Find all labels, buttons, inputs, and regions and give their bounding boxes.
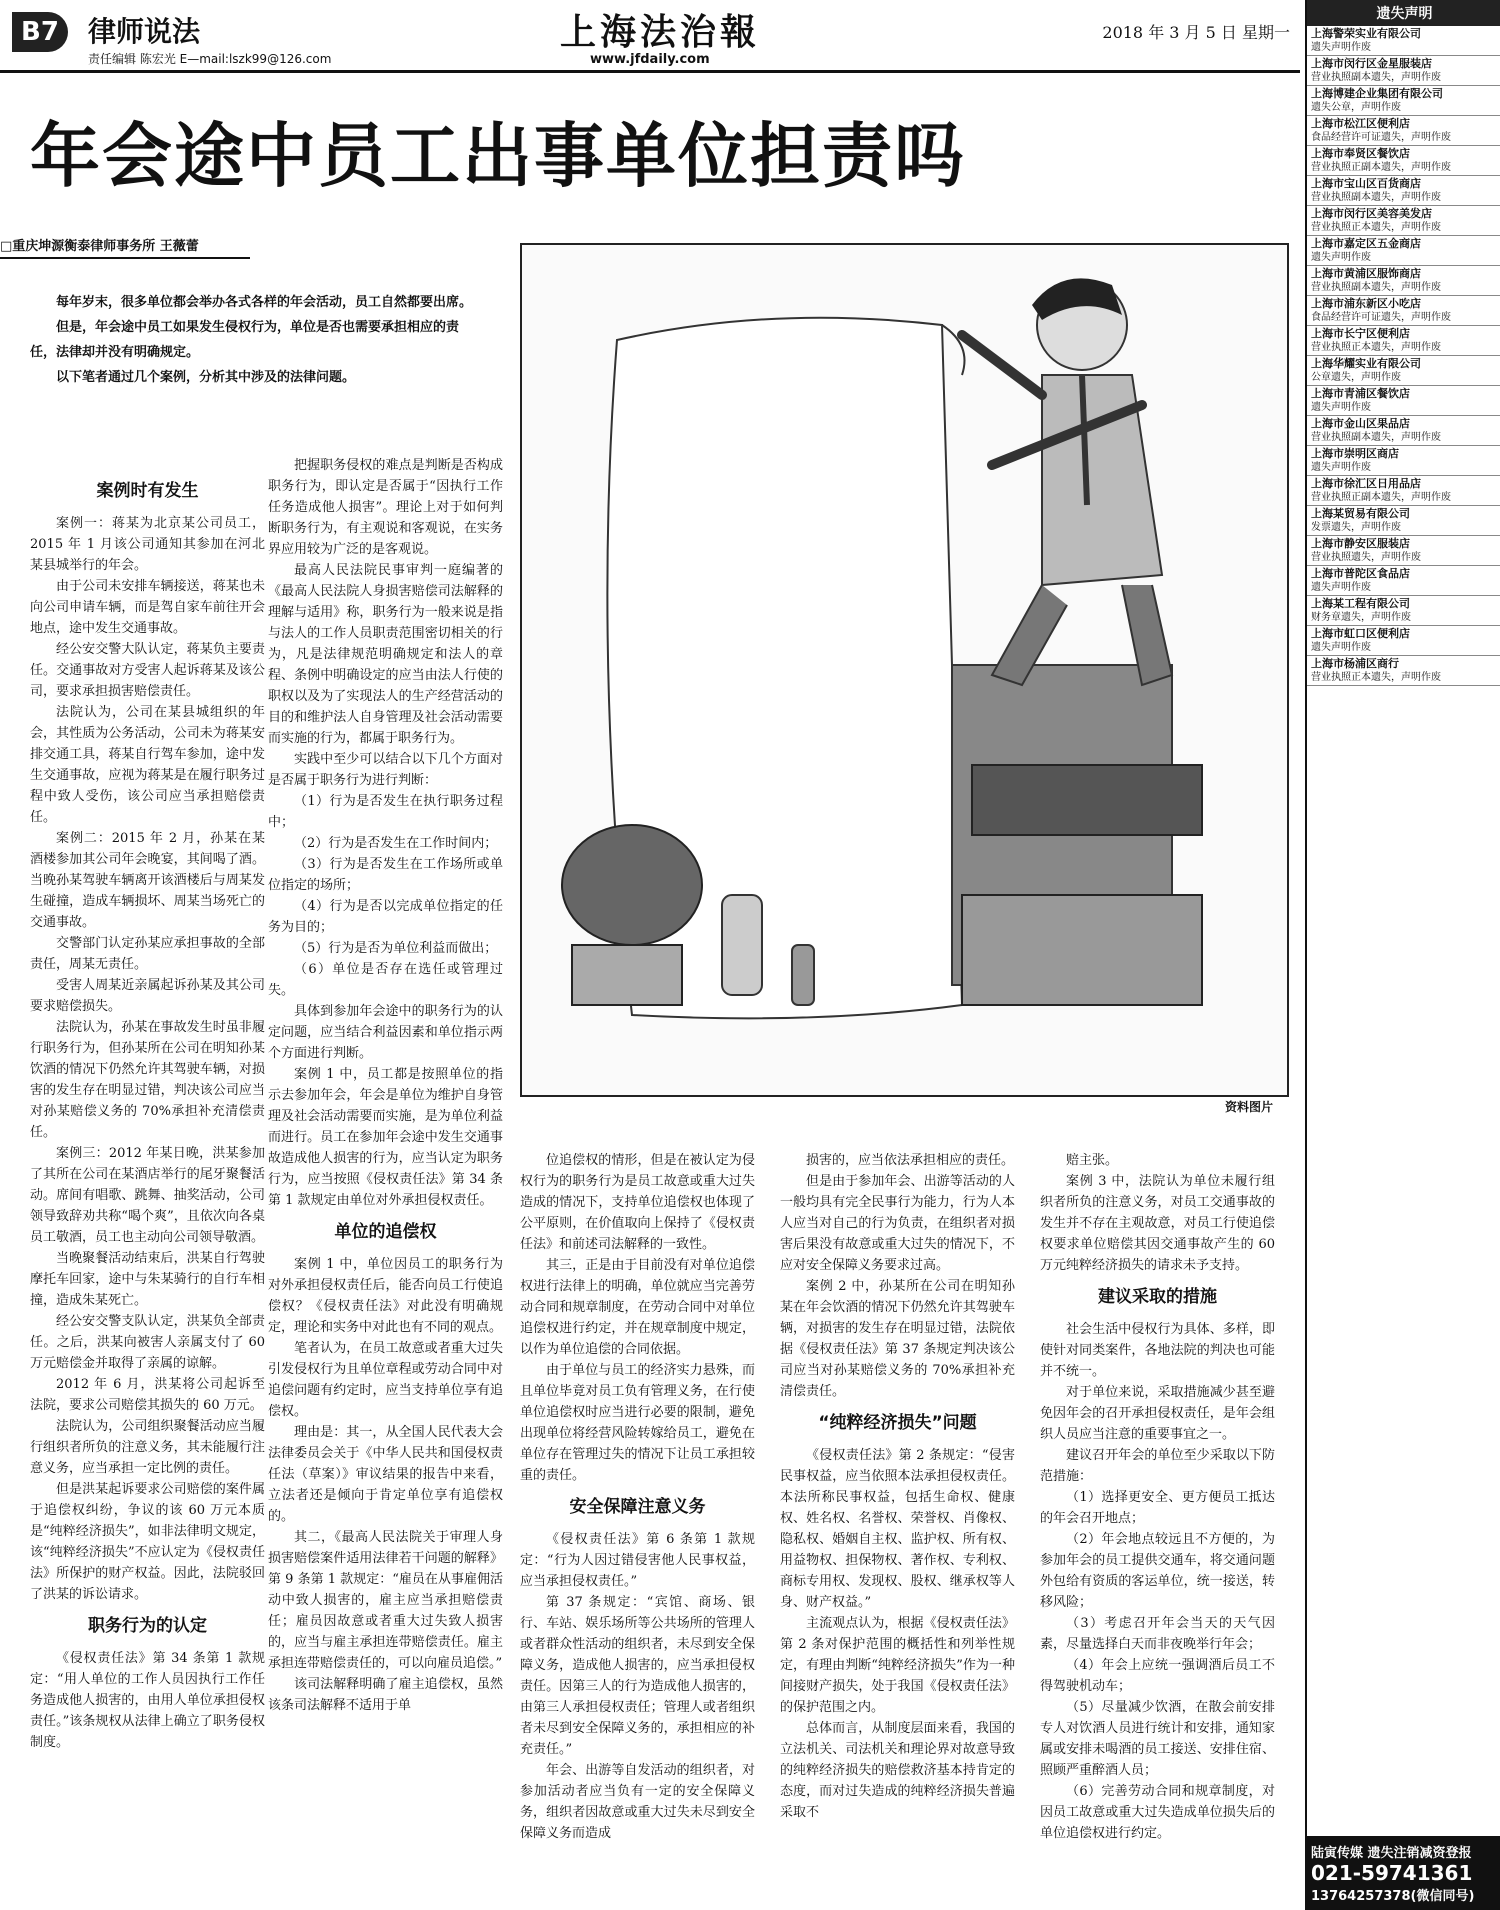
page-number: B7 [12, 12, 68, 52]
ads-list [1307, 26, 1500, 686]
ad-text: 遗失公章，声明作废 [1311, 102, 1401, 113]
ad-item [1307, 116, 1500, 146]
ad-company: 上海市宝山区百货商店 [1311, 177, 1421, 190]
ad-company: 上海市长宁区便利店 [1311, 327, 1410, 340]
ad-item [1307, 386, 1500, 416]
ad-item [1307, 56, 1500, 86]
paragraph: 案例三：2012 年某日晚，洪某参加了其所在公司在某酒店举行的尾牙聚餐活动。席间有唱歌、跳舞、抽奖活动，公司领导致辞劝共称“喝个爽”，且依次向各桌员工敬酒，员工也主动向公司领导敬酒。 [30, 1146, 265, 1245]
paragraph: （2）行为是否发生在工作时间内； [294, 836, 498, 851]
ad-company: 上海市杨浦区商行 [1311, 657, 1399, 670]
paragraph: 案例 3 中，法院认为单位未履行组织者所负的注意义务，对员工交通事故的发生并不存在主观故意，对员工行使追偿权要求单位赔偿其因交通事故产生的 60 万元纯粹经济损失的请求未予支持。 [1040, 1174, 1275, 1273]
ad-text: 遗失声明作废 [1311, 642, 1371, 653]
paragraph: （1）选择更安全、更方便员工抵达的年会召开地点； [1040, 1490, 1275, 1526]
ad-company: 上海市嘉定区五金商店 [1311, 237, 1421, 250]
article-column-2 [268, 455, 503, 1900]
paragraph: 其二，《最高人民法院关于审理人身损害赔偿案件适用法律若干问题的解释》第 9 条第 1 款规定：“雇员在从事雇佣活动中致人损害的，雇主应当承担赔偿责任；雇员因故意或者重大过失致人损害的，应当与雇主承担连带赔偿责任。雇主承担连带赔偿责任的，可以向雇员追偿。” [268, 1530, 503, 1671]
article-column-3 [520, 1150, 755, 1900]
paragraph: 受害人周某近亲属起诉孙某及其公司要求赔偿损失。 [30, 978, 265, 1014]
ad-text: 发票遗失，声明作废 [1311, 522, 1401, 533]
paragraph: 经公安交警大队认定，蒋某负主要责任。交通事故对方受害人起诉蒋某及该公司，要求承担损害赔偿责任。 [30, 642, 265, 699]
paragraph: 案例 2 中，孙某所在公司在明知孙某在年会饮酒的情况下仍然允许其驾驶车辆，对损害的发生存在明显过错，法院依据《侵权责任法》第 37 条规定判决该公司应当对孙某赔偿义务的 70%承担补充清偿责任。 [780, 1279, 1015, 1399]
ad-item [1307, 296, 1500, 326]
ad-text: 营业执照正本遗失，声明作废 [1311, 672, 1441, 683]
ad-text: 遗失声明作废 [1311, 42, 1371, 53]
paragraph: 《侵权责任法》第 34 条第 1 款规定：“用人单位的工作人员因执行工作任务造成他人损害的，由用人单位承担侵权责任。”该条规权从法律上确立了职务侵权制度。 [30, 1651, 265, 1750]
ad-item [1307, 506, 1500, 536]
section-heading: 单位的追偿权 [334, 1222, 437, 1242]
ads-title: 遗失声明 [1307, 0, 1500, 26]
paragraph: 把握职务侵权的难点是判断是否构成职务行为，即认定是否属于“因执行工作任务造成他人损害”。理论上对于如何判断职务行为，有主观说和客观说，在实务界应用较为广泛的是客观说。 [268, 458, 503, 557]
masthead-logo: 上海法治報 [560, 11, 761, 53]
ad-text: 营业执照副本遗失，声明作废 [1311, 282, 1441, 293]
section-heading: 职务行为的认定 [88, 1616, 207, 1636]
ad-company: 上海市松江区便利店 [1311, 117, 1410, 130]
lead-paragraph: 以下笔者通过几个案例，分析其中涉及的法律问题。 [56, 370, 356, 385]
ads-mobile: 13764257378(微信同号) [1311, 1889, 1475, 1904]
article-column-1 [30, 470, 265, 1900]
paragraph: 社会生活中侵权行为具体、多样，即使针对同类案件，各地法院的判决也可能并不统一。 [1040, 1322, 1275, 1379]
ad-text: 营业执照副本遗失，声明作废 [1311, 432, 1441, 443]
ad-company: 上海市浦东新区小吃店 [1311, 297, 1421, 310]
column-name: 律师说法 [88, 15, 201, 48]
ad-text: 遗失声明作废 [1311, 462, 1371, 473]
ads-phone: 021-59741361 [1311, 1861, 1473, 1885]
ad-company: 上海市黄浦区服饰商店 [1311, 267, 1421, 280]
paragraph: 经公安交警支队认定，洪某负全部责任。之后，洪某向被害人亲属支付了 60 万元赔偿金并取得了亲属的谅解。 [30, 1314, 265, 1371]
paragraph: 第 37 条规定：“宾馆、商场、银行、车站、娱乐场所等公共场所的管理人或者群众性活动的组织者，未尽到安全保障义务，造成他人损害的，应当承担侵权责任。因第三人的行为造成他人损害的，由第三人承担侵权责任；管理人或者组织者未尽到安全保障义务的，承担相应的补充责任。” [520, 1595, 755, 1757]
section-heading: 安全保障注意义务 [569, 1497, 706, 1517]
ad-item [1307, 26, 1500, 56]
paragraph: 笔者认为，在员工故意或者重大过失引发侵权行为且单位章程或劳动合同中对追偿问题有约定时，应当支持单位享有追偿权。 [268, 1341, 503, 1419]
ad-company: 上海市静安区服装店 [1311, 537, 1410, 550]
paragraph: 法院认为，公司在某县城组织的年会，其性质为公务活动，公司未为蒋某安排交通工具，蒋某自行驾车参加，途中发生交通事故，应视为蒋某是在履行职务过程中致人受伤，该公司应当承担赔偿责任。 [30, 705, 265, 825]
paragraph: （3）行为是否发生在工作场所或单位指定的场所； [268, 857, 503, 893]
ad-company: 上海某工程有限公司 [1311, 597, 1410, 610]
image-credit: 资料图片 [1225, 1100, 1274, 1114]
ads-footer-label: 陆寅传媒 遗失注销减资登报 [1311, 1846, 1472, 1861]
ad-item [1307, 146, 1500, 176]
ad-item [1307, 86, 1500, 116]
ad-item [1307, 656, 1500, 686]
ad-item [1307, 566, 1500, 596]
ad-text: 财务章遗失，声明作废 [1311, 612, 1411, 623]
paragraph: 2012 年 6 月，洪某将公司起诉至法院，要求公司赔偿其损失的 60 万元。 [30, 1377, 265, 1413]
paragraph: （4）年会上应统一强调酒后员工不得驾驶机动车； [1040, 1658, 1275, 1694]
ad-company: 上海市金山区果品店 [1311, 417, 1410, 430]
paragraph: （6）完善劳动合同和规章制度，对因员工故意或重大过失造成单位损失后的单位追偿权进行约定。 [1040, 1784, 1275, 1841]
paragraph: 由于单位与员工的经济实力悬殊，而且单位毕竟对员工负有管理义务，在行使单位追偿权时应当进行必要的限制，避免出现单位将经营风险转嫁给员工，避免在单位存在管理过失的情况下让员工承担较重的责任。 [520, 1363, 755, 1483]
ad-company: 上海警荣实业有限公司 [1311, 27, 1421, 40]
ad-text: 公章遗失，声明作废 [1311, 372, 1401, 383]
section-heading: “纯粹经济损失”问题 [818, 1413, 977, 1433]
ad-text: 营业执照遗失，声明作废 [1311, 552, 1421, 563]
paragraph: （6）单位是否存在选任或管理过失。 [268, 962, 503, 998]
byline: □重庆坤源衡泰律师事务所 王薇蕾 [0, 235, 250, 259]
paragraph: 交警部门认定孙某应承担事故的全部责任，周某无责任。 [30, 936, 265, 972]
ad-company: 上海市奉贤区餐饮店 [1311, 147, 1410, 160]
paragraph: 案例二：2015 年 2 月，孙某在某酒楼参加其公司年会晚宴，其间喝了酒。当晚孙某驾驶车辆离开该酒楼后与周某发生碰撞，造成车辆损坏、周某当场死亡的交通事故。 [30, 831, 265, 930]
ad-company: 上海市青浦区餐饮店 [1311, 387, 1410, 400]
ad-text: 营业执照正副本遗失，声明作废 [1311, 492, 1451, 503]
ad-item [1307, 416, 1500, 446]
ad-company: 上海博建企业集团有限公司 [1311, 87, 1443, 100]
paragraph: 对于单位来说，采取措施减少甚至避免因年会的召开承担侵权责任，是年会组织人员应当注意的重要事宜之一。 [1040, 1385, 1275, 1442]
ad-text: 营业执照正副本遗失，声明作废 [1311, 162, 1451, 173]
paragraph: （3）考虑召开年会当天的天气因素，尽量选择白天而非夜晚举行年会； [1040, 1616, 1275, 1652]
paragraph: （4）行为是否以完成单位指定的任务为目的； [268, 899, 503, 935]
page-header [0, 0, 1300, 73]
article-column-4 [780, 1150, 1015, 1900]
paragraph: 该司法解释明确了雇主追偿权，虽然该条司法解释不适用于单 [268, 1677, 503, 1713]
ad-text: 遗失声明作废 [1311, 252, 1371, 263]
ad-item [1307, 626, 1500, 656]
ad-company: 上海市闵行区金星服装店 [1311, 57, 1432, 70]
paragraph: 案例 1 中，单位因员工的职务行为对外承担侵权责任后，能否向员工行使追偿权？《侵权责任法》对此没有明确规定，理论和实务中对此也有不同的观点。 [268, 1257, 503, 1335]
paragraph: 赔主张。 [1066, 1153, 1119, 1168]
ad-text: 营业执照正本遗失，声明作废 [1311, 222, 1441, 233]
ad-text: 遗失声明作废 [1311, 582, 1371, 593]
paragraph: 最高人民法院民事审判一庭编著的《最高人民法院人身损害赔偿司法解释的理解与适用》称，职务行为一般来说是指与法人的工作人员职责范围密切相关的行为，凡是法律规范明确规定和法人的章程、条例中明确设定的应当由法人行使的职权以及为了实现法人的生产经营活动的目的和维护法人自身管理及社会活动需要而实施的行为，都属于职务行为。 [268, 563, 503, 746]
ad-item [1307, 206, 1500, 236]
paragraph: （5）行为是否为单位利益而做出； [294, 941, 498, 956]
paragraph: 建议召开年会的单位至少采取以下防范措施： [1040, 1448, 1275, 1484]
ad-company: 上海华耀实业有限公司 [1311, 357, 1421, 370]
ad-item [1307, 596, 1500, 626]
paragraph: 其三，正是由于目前没有对单位追偿权进行法律上的明确，单位就应当完善劳动合同和规章制度，在劳动合同中对单位追偿权进行约定，并在规章制度中规定，以作为单位追偿的合同依据。 [520, 1258, 755, 1357]
lead-paragraph: 每年岁末，很多单位都会举办各式各样的年会活动，员工自然都要出席。 [56, 295, 473, 310]
ad-item [1307, 176, 1500, 206]
ad-text: 营业执照副本遗失，声明作废 [1311, 192, 1441, 203]
ad-text: 遗失声明作废 [1311, 402, 1371, 413]
editor-info: 责任编辑 陈宏光 E—mail:lszk99@126.com [88, 52, 332, 66]
ad-company: 上海市徐汇区日用品店 [1311, 477, 1421, 490]
ad-text: 营业执照正本遗失，声明作废 [1311, 342, 1441, 353]
ad-company: 上海某贸易有限公司 [1311, 507, 1410, 520]
paragraph: 案例 1 中，员工都是按照单位的指示去参加年会，年会是单位为维护自身管理及社会活动需要而实施，是为单位利益而进行。员工在参加年会途中发生交通事故造成他人损害的行为，应当认定为职务行为，应当按照《侵权责任法》第 34 条第 1 款规定由单位对外承担侵权责任。 [268, 1067, 503, 1208]
paragraph: 法院认为，孙某在事故发生时虽非履行职务行为，但孙某所在公司在明知孙某饮酒的情况下仍然允许其驾驶车辆，对损害的发生存在明显过错，判决该公司应当对孙某赔偿义务的 70%承担补充清偿责任。 [30, 1020, 265, 1140]
ad-item [1307, 446, 1500, 476]
issue-date: 2018 年 3 月 5 日 星期一 [1102, 23, 1290, 42]
lead-paragraph: 但是，年会途中员工如果发生侵权行为，单位是否也需要承担相应的责任，法律却并没有明确规定。 [30, 320, 460, 360]
paragraph: 主流观点认为，根据《侵权责任法》第 2 条对保护范围的概括性和列举性规定，有理由判断“纯粹经济损失”作为一种间接财产损失，处于我国《侵权责任法》的保护范围之内。 [780, 1616, 1015, 1715]
ad-company: 上海市崇明区商店 [1311, 447, 1399, 460]
ad-company: 上海市闵行区美容美发店 [1311, 207, 1432, 220]
paragraph: （1）行为是否发生在执行职务过程中； [268, 794, 503, 830]
paragraph: （2）年会地点较远且不方便的，为参加年会的员工提供交通车，将交通问题外包给有资质的客运单位，统一接送，转移风险； [1040, 1532, 1275, 1610]
paragraph: 但是由于参加年会、出游等活动的人一般均具有完全民事行为能力，行为人本人应当对自己的行为负责，在组织者对损害后果没有故意或重大过失的情况下，不应对安全保障义务要求过高。 [780, 1174, 1015, 1273]
ad-company: 上海市虹口区便利店 [1311, 627, 1410, 640]
ad-company: 上海市普陀区食品店 [1311, 567, 1410, 580]
paragraph: 《侵权责任法》第 6 条第 1 款规定：“行为人因过错侵害他人民事权益，应当承担侵权责任。” [520, 1532, 755, 1589]
ad-item [1307, 476, 1500, 506]
paragraph: 由于公司未安排车辆接送，蒋某也未向公司申请车辆，而是驾自家车前往开会地点，途中发生交通事故。 [30, 579, 265, 636]
ad-text: 食品经营许可证遗失，声明作废 [1311, 132, 1451, 143]
website-link[interactable]: www.jfdaily.com [590, 52, 710, 67]
paragraph: 年会、出游等自发活动的组织者，对参加活动者应当负有一定的安全保障义务，组织者因故意或重大过失未尽到安全保障义务而造成 [520, 1763, 755, 1841]
paragraph: 具体到参加年会途中的职务行为的认定问题，应当结合利益因素和单位指示两个方面进行判断。 [268, 1004, 503, 1061]
article-column-5 [1040, 1150, 1275, 1900]
ad-item [1307, 236, 1500, 266]
paragraph: 位追偿权的情形，但是在被认定为侵权行为的职务行为是员工故意或重大过失造成的情况下，支持单位追偿权也体现了公平原则，在价值取向上保持了《侵权责任法》和前述司法解释的一致性。 [520, 1153, 755, 1252]
ad-item [1307, 536, 1500, 566]
paragraph: 实践中至少可以结合以下几个方面对是否属于职务行为进行判断： [268, 752, 503, 788]
paragraph: 损害的，应当依法承担相应的责任。 [806, 1153, 1015, 1168]
paragraph: 案例一：蒋某为北京某公司员工，2015 年 1 月该公司通知其参加在河北某县城举行的年会。 [30, 516, 265, 573]
illustration-image [520, 243, 1289, 1097]
ad-text: 食品经营许可证遗失，声明作废 [1311, 312, 1451, 323]
classified-ads-column [1305, 0, 1500, 1910]
illustration-drawing [522, 245, 1287, 1095]
paragraph: 当晚聚餐活动结束后，洪某自行驾驶摩托车回家，途中与朱某骑行的自行车相撞，造成朱某死亡。 [30, 1251, 265, 1308]
ad-item [1307, 356, 1500, 386]
ad-item [1307, 326, 1500, 356]
paragraph: 总体而言，从制度层面来看，我国的立法机关、司法机关和理论界对故意导致的纯粹经济损失的赔偿救济基本持肯定的态度，而对过失造成的纯粹经济损失普遍采取不 [780, 1721, 1015, 1820]
article-title: 年会途中员工出事单位担责吗 [30, 115, 966, 197]
paragraph: 理由是：其一，从全国人民代表大会法律委员会关于《中华人民共和国侵权责任法（草案）》审议结果的报告中来看，立法者还是倾向于肯定单位享有追偿权的。 [268, 1425, 503, 1524]
ad-text: 营业执照副本遗失，声明作废 [1311, 72, 1441, 83]
paragraph: 但是洪某起诉要求公司赔偿的案件属于追偿权纠纷，争议的该 60 万元本质是“纯粹经济损失”，如非法律明文规定，该“纯粹经济损失”不应认定为《侵权责任法》所保护的财产权益。因此，法院驳回了洪某的诉讼请求。 [30, 1482, 265, 1602]
paragraph: 法院认为，公司组织聚餐活动应当履行组织者所负的注意义务，其未能履行注意义务，应当承担一定比例的责任。 [30, 1419, 265, 1476]
ads-footer [1307, 1836, 1500, 1910]
section-heading: 建议采取的措施 [1098, 1287, 1217, 1307]
article-lead [30, 290, 480, 390]
paragraph: （5）尽量减少饮酒，在散会前安排专人对饮酒人员进行统计和安排，通知家属或安排未喝酒的员工接送、安排住宿、照顾严重醉酒人员； [1040, 1700, 1275, 1778]
ad-item [1307, 266, 1500, 296]
section-heading: 案例时有发生 [96, 481, 199, 501]
paragraph: 《侵权责任法》第 2 条规定：“侵害民事权益，应当依照本法承担侵权责任。本法所称民事权益，包括生命权、健康权、姓名权、名誉权、荣誉权、肖像权、隐私权、婚姻自主权、监护权、所有权、用益物权、担保物权、著作权、专利权、商标专用权、发现权、股权、继承权等人身、财产权益。” [780, 1448, 1015, 1610]
